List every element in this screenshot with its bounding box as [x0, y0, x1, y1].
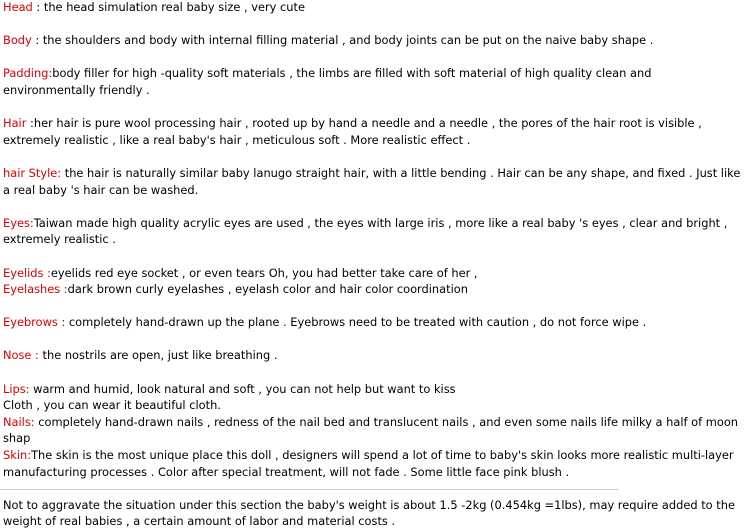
- skin-label: Skin:: [3, 448, 32, 463]
- body-paragraph: [3, 32, 747, 49]
- eyebrows-label: Eyebrows :: [3, 315, 66, 330]
- eyelashes-paragraph: [3, 281, 747, 298]
- weight-note-text: Not to aggravate the situation under this section the baby's weight is about 1.5 -2kg (0.454kg =1lbs), may require added to the weight of real babies , a certain amount of labor and material costs .: [3, 497, 735, 529]
- nails-paragraph: [3, 414, 747, 447]
- nose-text: the nostrils are open, just like breathing .: [38, 348, 278, 363]
- head-text: : the head simulation real baby size , very cute: [32, 0, 305, 14]
- eyelashes-text: dark brown curly eyelashes , eyelash color and hair color coordination: [67, 282, 468, 297]
- hair-label: Hair: [3, 116, 27, 131]
- product-description: [3, 0, 747, 530]
- hair-text: :her hair is pure wool processing hair , rooted up by hand a needle and a needle , the pores of the hair root is visible , extremely realistic , like a real baby's hair , meticulous soft . More realistic effect .: [3, 116, 702, 147]
- weight-note-paragraph: [3, 497, 747, 530]
- nails-label: Nails:: [3, 414, 35, 429]
- skin-text: The skin is the most unique place this doll , designers will spend a lot of time to baby's skin looks more realistic multi-layer manufacturing processes . Color after special treatment, will not fade . Some little face pink blush .: [3, 448, 734, 479]
- eyelids-label: Eyelids :: [3, 265, 51, 280]
- padding-paragraph: [3, 65, 747, 98]
- eyelashes-label: Eyelashes :: [3, 282, 68, 297]
- lips-label: Lips:: [3, 381, 30, 396]
- hair-style-label: hair Style:: [3, 165, 62, 180]
- eyebrows-text: completely hand-drawn up the plane . Eyebrows need to be treated with caution , do not force wipe .: [65, 315, 647, 330]
- cloth-paragraph: [3, 397, 747, 414]
- lips-paragraph: [3, 381, 747, 398]
- padding-label: Padding:: [3, 66, 53, 81]
- skin-paragraph: [3, 447, 747, 480]
- padding-text: body filler for high -quality soft materials , the limbs are filled with soft material of high quality clean and environmentally friendly .: [3, 66, 652, 97]
- hair-style-paragraph: [3, 165, 747, 198]
- eyes-text: Taiwan made high quality acrylic eyes are used , the eyes with large iris , more like a real baby 's eyes , clear and bright , extremely realistic .: [3, 215, 728, 247]
- nose-paragraph: [3, 347, 747, 364]
- eyebrows-paragraph: [3, 314, 747, 331]
- eyelids-paragraph: [3, 265, 747, 282]
- body-label: Body: [3, 33, 32, 48]
- head-paragraph: [3, 0, 747, 16]
- cloth-text: Cloth , you can wear it beautiful cloth.: [3, 398, 221, 413]
- head-label: Head: [3, 0, 33, 14]
- bottom-divider: [0, 489, 618, 490]
- nails-text: completely hand-drawn nails , redness of the nail bed and translucent nails , and even some nails life milky a half of moon shap: [3, 414, 739, 446]
- body-text: : the shoulders and body with internal filling material , and body joints can be put on the naive baby shape .: [31, 33, 654, 48]
- hair-paragraph: [3, 115, 747, 148]
- hair-style-text: the hair is naturally similar baby lanugo straight hair, with a little bending . Hair can be any shape, and fixed . Just like a real baby 's hair can be washed.: [3, 165, 741, 197]
- eyelids-text: eyelids red eye socket , or even tears Oh, you had better take care of her ,: [50, 265, 478, 280]
- eyes-paragraph: [3, 215, 747, 248]
- eyes-label: Eyes:: [3, 215, 34, 230]
- lips-text: warm and humid, look natural and soft , you can not help but want to kiss: [29, 381, 456, 396]
- nose-label: Nose :: [3, 348, 39, 363]
